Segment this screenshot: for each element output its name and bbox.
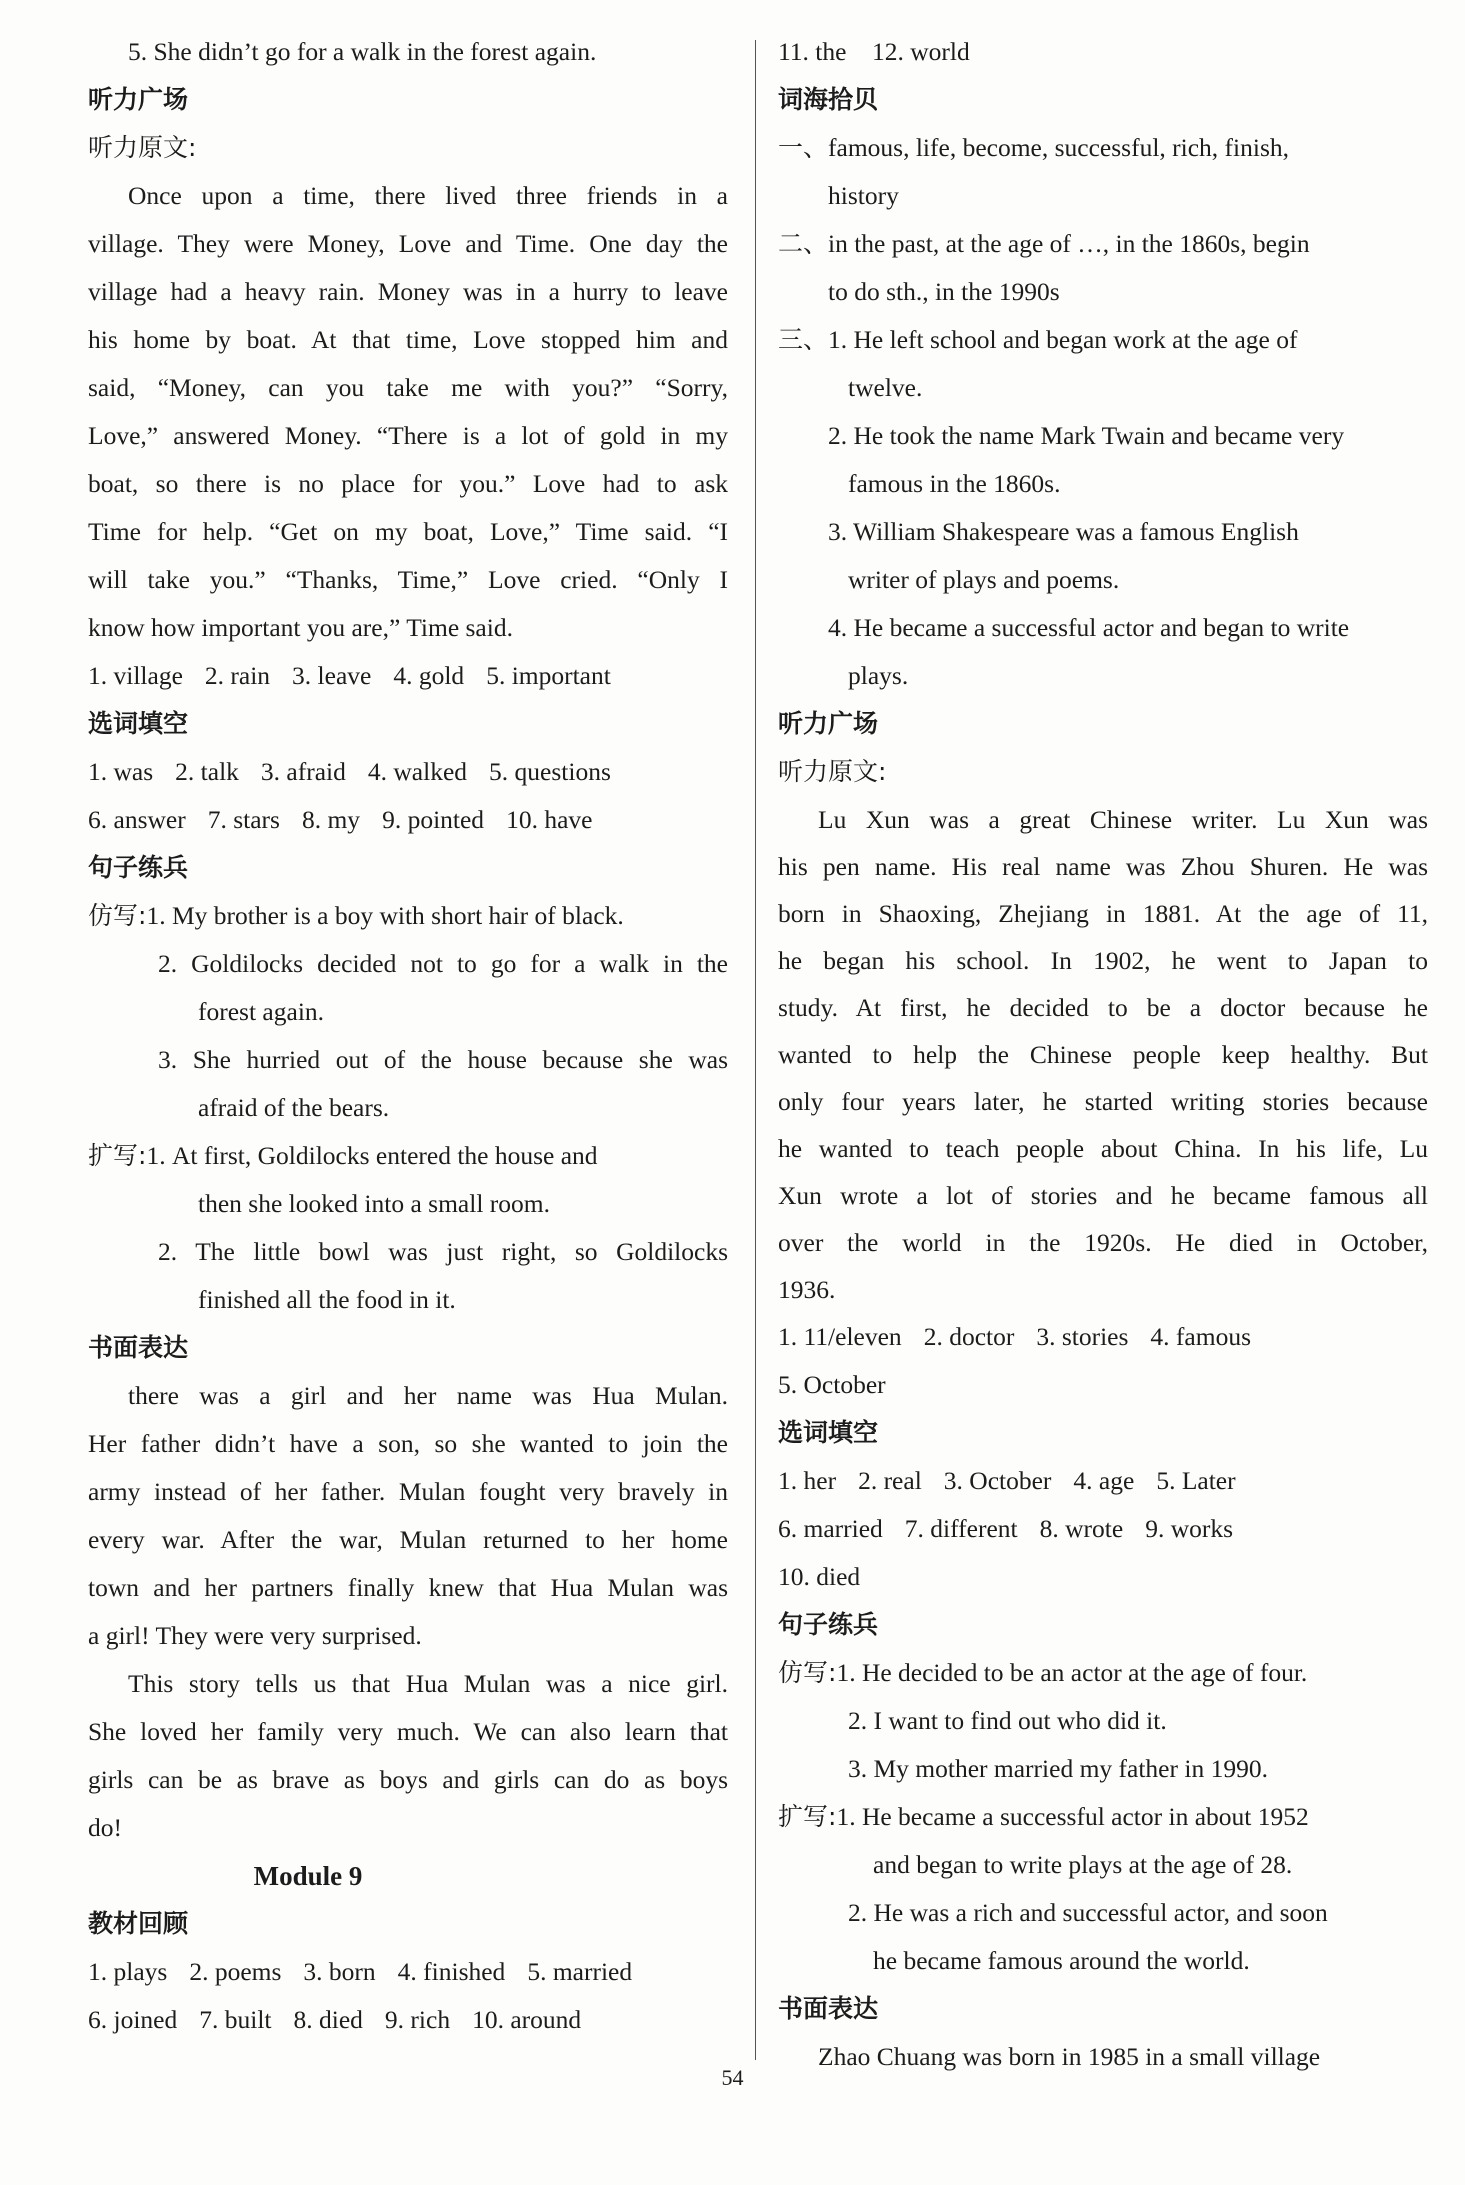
- expand-line: 2. The little bowl was just right, so Goldilocks: [158, 1237, 728, 1266]
- answer-item: 3. stories: [1036, 1322, 1129, 1351]
- answer-item: 1. was: [88, 757, 154, 786]
- listening-transcript: [778, 796, 1428, 1313]
- writing-line: do!: [88, 1813, 122, 1842]
- transcript-line: wanted to help the Chinese people keep healthy. But: [778, 1040, 1428, 1069]
- transcript-line: born in Shaoxing, Zhejiang in 1881. At the age of 11,: [778, 899, 1428, 928]
- imitate-line: forest again.: [198, 997, 325, 1026]
- answer-item: 4. famous: [1150, 1322, 1251, 1351]
- answer-item: 3. afraid: [260, 757, 346, 786]
- answer-item: 2. poems: [189, 1957, 282, 1986]
- transcript-line: his home by boat. At that time, Love stopped him and: [88, 325, 728, 354]
- section-heading-word-choice: 选词填空: [778, 1418, 879, 1447]
- section-heading-word-choice: 选词填空: [88, 709, 189, 738]
- sentence-line: 2. He took the name Mark Twain and became very: [828, 421, 1345, 450]
- answer-item: 2. doctor: [923, 1322, 1015, 1351]
- answer-item: 9. pointed: [382, 805, 485, 834]
- transcript-line: Lu Xun was a great Chinese writer. Lu Xun was: [818, 805, 1428, 834]
- imitate-label: 仿写:: [778, 1658, 837, 1687]
- answer-item: 5. Later: [1156, 1466, 1236, 1495]
- section-heading-writing: 书面表达: [88, 1333, 189, 1362]
- sentence-line: plays.: [848, 661, 909, 690]
- sentence-line: 3. William Shakespeare was a famous English: [828, 517, 1299, 546]
- imitate-line: 1. He decided to be an actor at the age of four.: [836, 1658, 1308, 1687]
- answer-item: 10. have: [506, 805, 593, 834]
- answer-item: 4. gold: [393, 661, 465, 690]
- answer-item: 2. real: [858, 1466, 922, 1495]
- expand-line: 1. He became a successful actor in about 1952: [836, 1802, 1309, 1831]
- answer-item: 4. finished: [397, 1957, 506, 1986]
- transcript-line: Xun wrote a lot of stories and he became famous all: [778, 1181, 1428, 1210]
- imitate-line: afraid of the bears.: [198, 1093, 390, 1122]
- answer-item: 6. married: [778, 1514, 883, 1543]
- imitate-line: 1. My brother is a boy with short hair of black.: [146, 901, 624, 930]
- transcript-line: over the world in the 1920s. He died in October,: [778, 1228, 1428, 1257]
- section-heading-sentence-practice: 句子练兵: [778, 1610, 879, 1639]
- answer-item: 1. 11/eleven: [778, 1322, 902, 1351]
- answer-item: 5. important: [486, 661, 611, 690]
- answer-item: 1. village: [88, 661, 183, 690]
- left-column: [88, 28, 728, 2044]
- section-heading-listening: 听力广场: [88, 85, 189, 114]
- answer-item: 9. works: [1145, 1514, 1234, 1543]
- answer-item: 2. talk: [175, 757, 239, 786]
- transcript-line: Love,” answered Money. “There is a lot of gold in my: [88, 421, 728, 450]
- answer-item: 6. answer: [88, 805, 186, 834]
- writing-line: Her father didn’t have a son, so she wanted to join the: [88, 1429, 728, 1458]
- expand-line: then she looked into a small room.: [198, 1189, 550, 1218]
- writing-line: army instead of her father. Mulan fought very bravely in: [88, 1477, 728, 1506]
- answer-item: 3. born: [303, 1957, 376, 1986]
- expand-line: and began to write plays at the age of 28.: [873, 1850, 1293, 1879]
- vocab-line: history: [828, 181, 899, 210]
- answer-item: 8. wrote: [1039, 1514, 1124, 1543]
- item-number-label: 二、: [778, 229, 829, 258]
- listening-answers: [778, 1313, 1428, 1361]
- expand-label: 扩写:: [88, 1141, 147, 1170]
- answer-item: 1. her: [778, 1466, 837, 1495]
- sentence-line: 4. He became a successful actor and began to write: [828, 613, 1350, 642]
- word-choice-answers: [88, 748, 728, 796]
- transcript-line: know how important you are,” Time said.: [88, 613, 513, 642]
- section-heading-sentence-practice: 句子练兵: [88, 853, 189, 882]
- writing-line: a girl! They were very surprised.: [88, 1621, 422, 1650]
- vocab-line: to do sth., in the 1990s: [828, 277, 1060, 306]
- section-heading-vocabulary: 词海拾贝: [778, 85, 879, 114]
- transcript-line: village. They were Money, Love and Time. One day the: [88, 229, 728, 258]
- imitate-line: 2. Goldilocks decided not to go for a walk in the: [158, 949, 728, 978]
- review-answers: [88, 1948, 728, 1996]
- section-heading-textbook-review: 教材回顾: [88, 1909, 189, 1938]
- transcript-line: village had a heavy rain. Money was in a hurry to leave: [88, 277, 728, 306]
- transcript-line: Time for help. “Get on my boat, Love,” Time said. “I: [88, 517, 728, 546]
- writing-line: Zhao Chuang was born in 1985 in a small village: [818, 2042, 1321, 2071]
- word-choice-answers: [88, 796, 728, 844]
- answer-line: 5. She didn’t go for a walk in the forest again.: [128, 37, 597, 66]
- page-number: 54: [721, 2065, 744, 2090]
- transcript-line: said, “Money, can you take me with you?” “Sorry,: [88, 373, 728, 402]
- review-answers: [88, 1996, 728, 2044]
- listening-transcript: [88, 172, 728, 652]
- answer-item: 9. rich: [384, 2005, 451, 2034]
- answer-item: 5. questions: [489, 757, 611, 786]
- item-number-label: 一、: [778, 133, 829, 162]
- expand-line: 1. At first, Goldilocks entered the house and: [146, 1141, 598, 1170]
- imitate-label: 仿写:: [88, 901, 147, 930]
- answer-item: 2. rain: [204, 661, 271, 690]
- answer-item: 10. around: [472, 2005, 582, 2034]
- answer-item: 10. died: [778, 1562, 861, 1591]
- expand-label: 扩写:: [778, 1802, 837, 1831]
- answer-item: 4. walked: [367, 757, 468, 786]
- transcript-line: Once upon a time, there lived three friends in a: [128, 181, 728, 210]
- imitate-line: 3. She hurried out of the house because she was: [158, 1045, 728, 1074]
- transcript-line: only four years later, he started writing stories because: [778, 1087, 1428, 1116]
- vocab-line: famous, life, become, successful, rich, finish,: [828, 133, 1290, 162]
- transcript-line: 1936.: [778, 1275, 836, 1304]
- writing-paragraph: [88, 1372, 728, 1660]
- vocab-line: in the past, at the age of …, in the 1860s, begin: [828, 229, 1310, 258]
- writing-line: She loved her family very much. We can also learn that: [88, 1717, 728, 1746]
- word-choice-answers: [778, 1457, 1428, 1505]
- imitate-line: 2. I want to find out who did it.: [848, 1706, 1167, 1735]
- writing-line: town and her partners finally knew that Hua Mulan was: [88, 1573, 728, 1602]
- writing-line: This story tells us that Hua Mulan was a nice girl.: [128, 1669, 728, 1698]
- sentence-line: 1. He left school and began work at the age of: [828, 325, 1298, 354]
- writing-line: every war. After the war, Mulan returned to her home: [88, 1525, 728, 1554]
- listening-transcript-label: 听力原文:: [88, 133, 197, 162]
- transcript-line: study. At first, he decided to be a doctor because he: [778, 993, 1428, 1022]
- answer-item: 1. plays: [88, 1957, 168, 1986]
- expand-line: he became famous around the world.: [873, 1946, 1250, 1975]
- sentence-line: famous in the 1860s.: [848, 469, 1061, 498]
- answer-item: 7. stars: [207, 805, 280, 834]
- right-column: [778, 28, 1428, 2081]
- column-divider: [755, 40, 756, 2060]
- module-title: Module 9: [253, 1861, 363, 1891]
- transcript-line: his pen name. His real name was Zhou Shuren. He was: [778, 852, 1428, 881]
- transcript-line: boat, so there is no place for you.” Love had to ask: [88, 469, 728, 498]
- answer-line: 11. the 12. world: [778, 37, 970, 66]
- transcript-line: will take you.” “Thanks, Time,” Love cried. “Only I: [88, 565, 728, 594]
- writing-paragraph: [88, 1660, 728, 1852]
- imitate-line: 3. My mother married my father in 1990.: [848, 1754, 1268, 1783]
- transcript-line: he wanted to teach people about China. In his life, Lu: [778, 1134, 1428, 1163]
- writing-line: there was a girl and her name was Hua Mulan.: [128, 1381, 728, 1410]
- answer-item: 3. leave: [292, 661, 372, 690]
- sentence-line: writer of plays and poems.: [848, 565, 1120, 594]
- word-choice-answers: [778, 1505, 1428, 1553]
- answer-item: 3. October: [943, 1466, 1052, 1495]
- answer-item: 5. married: [527, 1957, 633, 1986]
- answer-item: 7. different: [904, 1514, 1018, 1543]
- answer-item: 4. age: [1073, 1466, 1135, 1495]
- answer-item: 8. my: [301, 805, 361, 834]
- answer-item: 6. joined: [88, 2005, 178, 2034]
- transcript-line: he began his school. In 1902, he went to Japan to: [778, 946, 1428, 975]
- expand-line: finished all the food in it.: [198, 1285, 456, 1314]
- answer-item: 8. died: [293, 2005, 363, 2034]
- item-number-label: 三、: [778, 325, 829, 354]
- answer-item: 7. built: [199, 2005, 272, 2034]
- section-heading-writing: 书面表达: [778, 1994, 879, 2023]
- writing-line: girls can be as brave as boys and girls can do as boys: [88, 1765, 728, 1794]
- answer-item: 5. October: [778, 1370, 886, 1399]
- expand-line: 2. He was a rich and successful actor, and soon: [848, 1898, 1328, 1927]
- listening-transcript-label: 听力原文:: [778, 757, 887, 786]
- sentence-line: twelve.: [848, 373, 923, 402]
- listening-answers: [88, 652, 728, 700]
- section-heading-listening: 听力广场: [778, 709, 879, 738]
